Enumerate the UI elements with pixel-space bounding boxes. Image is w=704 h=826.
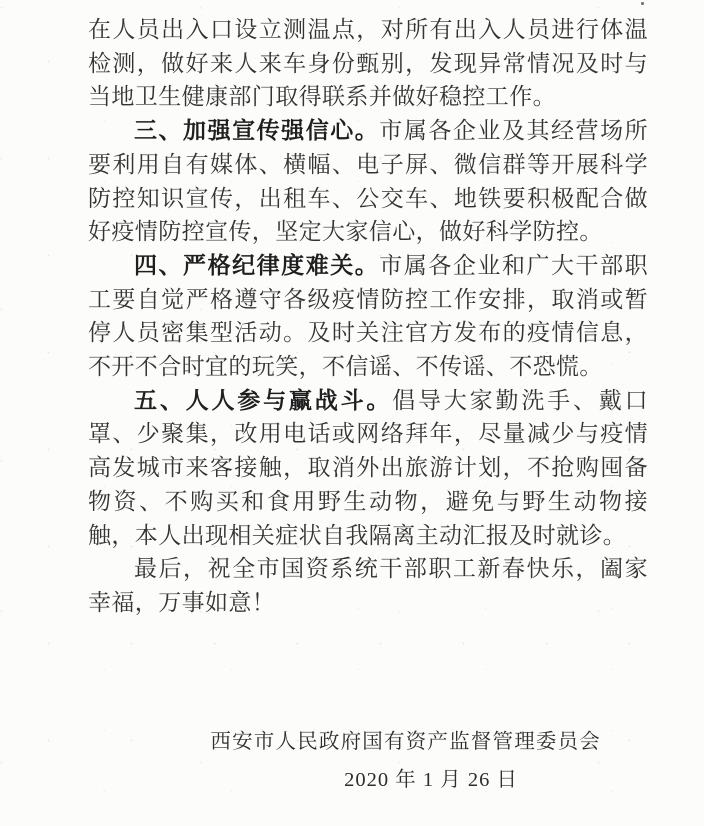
paragraph-text: 在人员出入口设立测温点，对所有出入人员进行体温检测，做好来人来车身份甄别，发现异常情况及时与当地卫生健康部门取得联系并做好稳控工作。 <box>88 17 648 110</box>
signature-block <box>0 723 704 800</box>
section-heading: 四、严格纪律度难关。 <box>134 251 380 278</box>
paragraph-text: 市属各企业及其经营场所要利用自有媒体、横幅、电子屏、微信群等开展科学防控知识宣传，出租车、公交车、地铁要积极配合做好疫情防控宣传，坚定大家信心，做好科学防控。 <box>88 118 648 245</box>
section-heading: 三、加强宣传强信心。 <box>134 117 380 144</box>
paragraph-text: 最后，祝全市国资系统干部职工新春快乐，阖家幸福，万事如意！ <box>88 556 648 615</box>
paragraph <box>88 13 648 114</box>
paragraph-text: 倡导大家勤洗手、戴口罩、少聚集，改用电话或网络拜年，尽量减少与疫情高发城市来客接触，取消外出旅游计划，不抢购囤备物资、不购买和食用野生动物，避免与野生动物接触，本人出现相关症状自我隔离主动汇报及时就诊。 <box>88 387 649 548</box>
paragraph-text: 市属各企业和广大干部职工要自觉严格遵守各级疫情防控工作安排，取消或暂停人员密集型活动。及时关注官方发布的疫情信息，不开不合时宜的玩笑，不信谣、不传谣、不恐慌。 <box>88 252 648 380</box>
paragraph <box>88 114 648 249</box>
signature-date: 2020 年 1 月 26 日 <box>344 769 518 792</box>
paragraph <box>88 552 648 619</box>
signature-org: 西安市人民政府国有资产监督管理委员会 <box>210 730 601 753</box>
section-heading: 五、人人参与赢战斗。 <box>134 386 393 413</box>
paragraph <box>88 249 648 384</box>
paragraph <box>88 384 648 553</box>
scan-artifact <box>641 2 644 5</box>
